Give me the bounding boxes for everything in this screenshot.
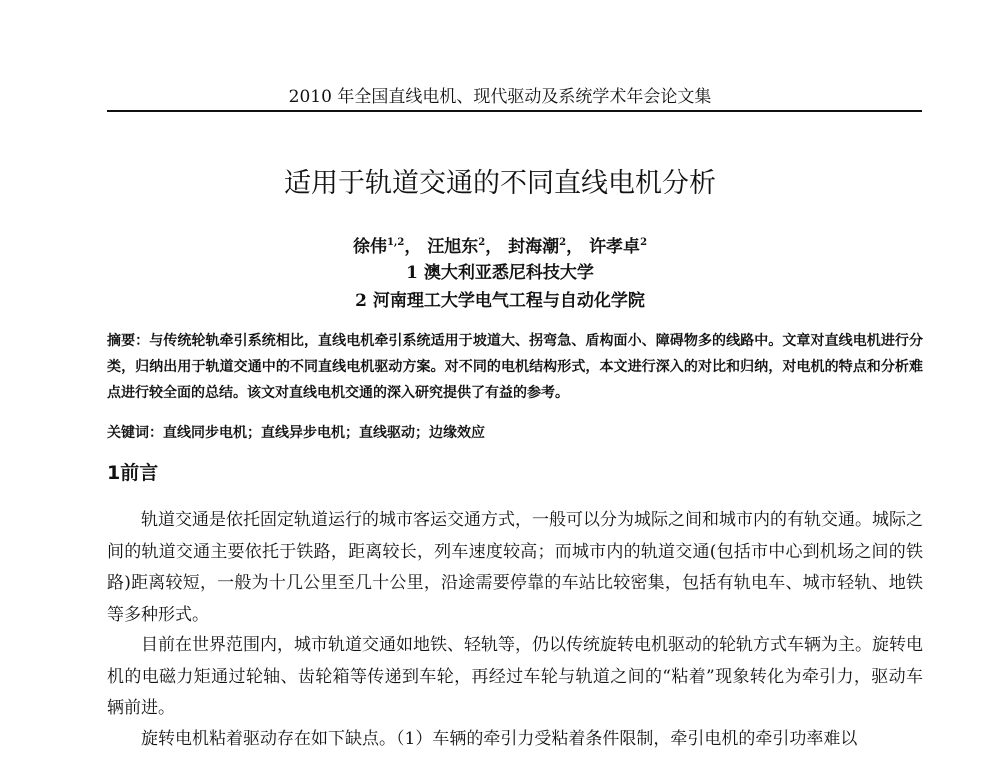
author-name: 汪旭东	[427, 237, 479, 257]
affiliation-2: 2 河南理工大学电气工程与自动化学院	[355, 291, 645, 311]
section-heading: 1前言	[107, 462, 159, 484]
header-rule	[107, 110, 922, 112]
author-affiliation-mark: 2	[640, 237, 648, 248]
keywords: 关键词：直线同步电机；直线异步电机；直线驱动；边缘效应	[107, 425, 485, 441]
paper-title: 适用于轨道交通的不同直线电机分析	[284, 168, 716, 199]
affiliation-1: 1 澳大利亚悉尼科技大学	[406, 263, 594, 283]
author-affiliation-mark: 2	[559, 237, 567, 248]
author-affiliation-mark: 1,2	[386, 237, 405, 248]
author-separator: ，	[566, 237, 584, 257]
author-name: 徐伟	[352, 237, 387, 257]
body-paragraph: 旋转电机粘着驱动存在如下缺点。（1）车辆的牵引力受粘着条件限制，牵引电机的牵引功率难以	[141, 729, 858, 749]
author-separator: ，	[404, 237, 422, 257]
body-paragraph: 目前在世界范围内，城市轨道交通如地铁、轻轨等，仍以传统旋转电机驱动的轮轨方式车辆为主。旋转电机的电磁力矩通过轮轴、齿轮箱等传递到车轮，再经过车轮与轨道之间的“粘着”现象转化为牵引力，驱动车辆前进。	[107, 635, 923, 718]
running-head: 2010 年全国直线电机、现代驱动及系统学术年会论文集	[288, 87, 712, 107]
abstract: 摘要：与传统轮轨牵引系统相比，直线电机牵引系统适用于坡道大、拐弯急、盾构面小、障碍物多的线路中。文章对直线电机进行分类，归纳出用于轨道交通中的不同直线电机驱动方案。对不同的电机结构形式，本文进行深入的对比和归纳，对电机的特点和分析难点进行较全面的总结。该文对直线电机交通的深入研究提供了有益的参考。	[107, 333, 923, 401]
author-list	[0, 232, 1000, 258]
body-paragraph: 轨道交通是依托固定轨道运行的城市客运交通方式，一般可以分为城际之间和城市内的有轨交通。城际之间的轨道交通主要依托于铁路，距离较长，列车速度较高；而城市内的轨道交通(包括市中心到机场之间的铁路)距离较短，一般为十几公里至几十公里，沿途需要停靠的车站比较密集，包括有轨电车、城市轻轨、地铁等多种形式。	[107, 510, 923, 625]
author-name: 封海潮	[508, 237, 560, 257]
author-affiliation-mark: 2	[478, 237, 486, 248]
author-separator: ，	[485, 237, 503, 257]
author-name: 许孝卓	[589, 237, 641, 257]
